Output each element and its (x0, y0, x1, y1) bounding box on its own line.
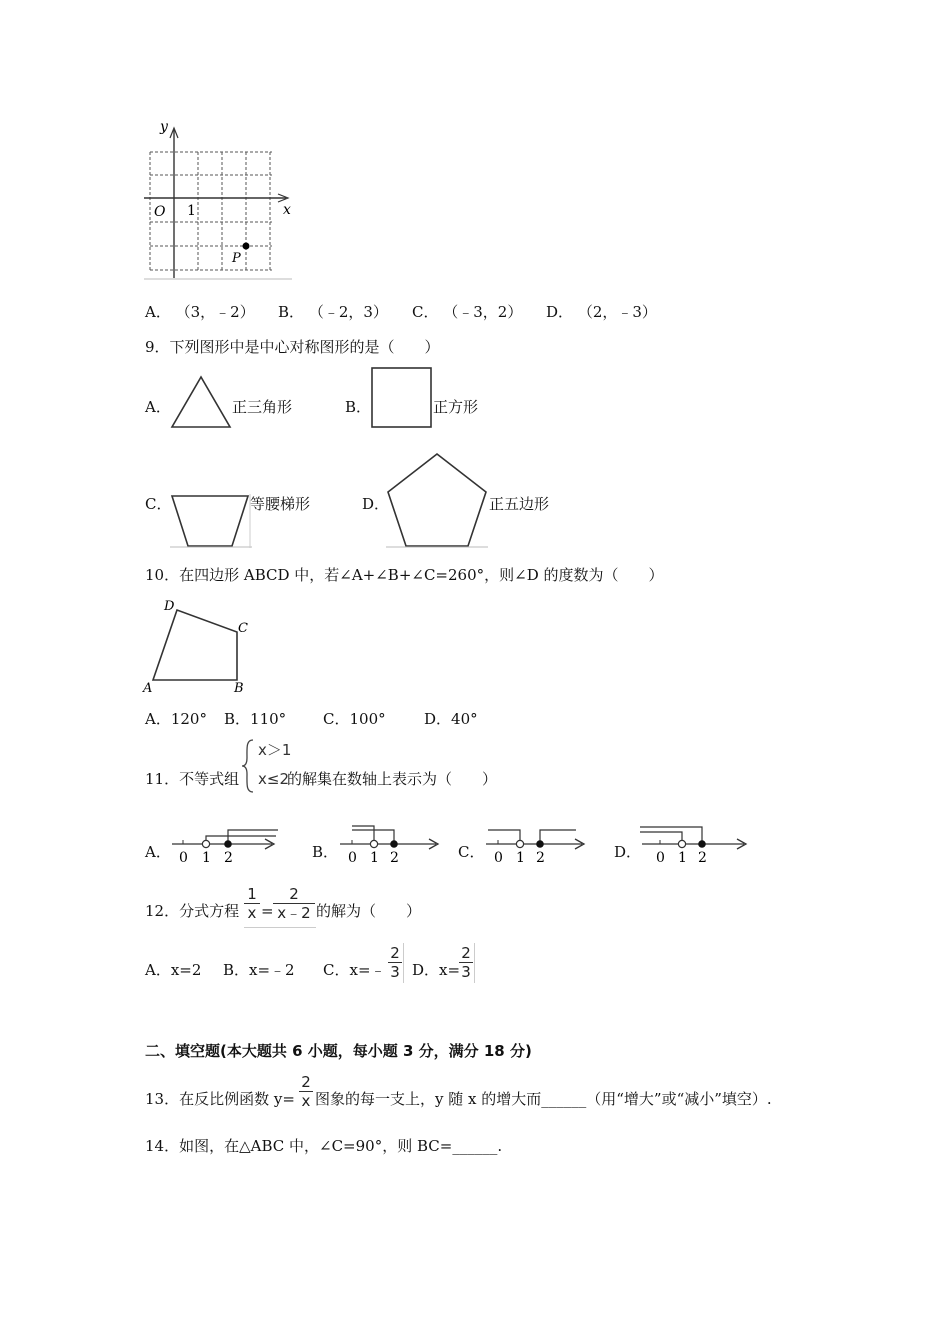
point-p (243, 243, 250, 250)
q11-inequality-2: x≤2 (258, 770, 289, 788)
svg-text:1: 1 (202, 850, 211, 866)
q10-option-a: A．120° (145, 710, 207, 728)
q12-option-c: C．x=﹣ (323, 961, 386, 979)
q10-option-d: D．40° (424, 710, 478, 728)
q9-option-a-label: 正三角形 (232, 398, 293, 416)
origin-label: O (154, 204, 166, 220)
svg-text:2: 2 (390, 850, 399, 866)
svg-text:2: 2 (536, 850, 545, 866)
q9-option-c-label: 等腰梯形 (250, 495, 311, 513)
q8-option-c: C． （﹣3，2） (412, 303, 523, 321)
q9-option-b-letter: B． (345, 398, 372, 416)
svg-text:1: 1 (370, 850, 379, 866)
svg-text:2: 2 (698, 850, 707, 866)
svg-text:1: 1 (516, 850, 525, 866)
q12-suffix: 的解为（ ） (316, 902, 422, 920)
svg-text:0: 0 (179, 850, 188, 866)
q9-option-b-label: 正方形 (433, 398, 479, 416)
q12-option-c-edge (403, 943, 404, 983)
q11-suffix: 的解集在数轴上表示为（ ） (287, 770, 498, 788)
q11-option-c-letter: C． (458, 843, 485, 861)
q13-fraction: $\frac{2}{x}$ (299, 1073, 313, 1110)
q12-option-a: A．x=2 (145, 961, 202, 979)
brace-icon (240, 738, 256, 794)
q10-option-c: C．100° (323, 710, 386, 728)
q12-lhs-fraction: $\frac{1}{x}$ (244, 885, 260, 922)
square-figure (370, 366, 434, 430)
q12-prefix: 12．分式方程 (145, 902, 240, 920)
q8-option-d: D． （2，﹣3） (546, 303, 657, 321)
vertex-b-label: B (234, 681, 244, 696)
svg-text:2: 2 (224, 850, 233, 866)
q8-option-b: B． （﹣2，3） (278, 303, 388, 321)
q9-option-d-letter: D． (362, 495, 390, 513)
q9-option-c-letter: C． (145, 495, 172, 513)
y-axis-label: y (160, 119, 168, 135)
q9-option-a-letter: A． (145, 398, 171, 416)
svg-text:0: 0 (348, 850, 357, 866)
q11-prefix: 11．不等式组 (145, 770, 240, 788)
q10-question: 10．在四边形 ABCD 中，若∠A+∠B+∠C=260°，则∠D 的度数为（ ） (145, 566, 664, 584)
q9-option-d-label: 正五边形 (489, 495, 550, 513)
isosceles-trapezoid-figure (168, 490, 254, 550)
q8-coordinate-grid (140, 118, 300, 283)
svg-text:1: 1 (678, 850, 687, 866)
svg-text:0: 0 (656, 850, 665, 866)
q12-option-d: D．x= (412, 961, 461, 979)
q12-rhs-fraction: $\frac{2}{x﹣2}$ (273, 885, 315, 922)
vertex-a-label: A (143, 681, 153, 696)
q13-suffix: 图象的每一支上，y 随 x 的增大而______（用“增大”或“减小”填空）. (315, 1090, 772, 1108)
number-line-option-b (336, 824, 442, 868)
q12-option-b: B．x=﹣2 (223, 961, 295, 979)
point-p-label: P (232, 251, 241, 266)
number-line-option-c (482, 824, 588, 868)
unit-label: 1 (187, 203, 196, 219)
regular-pentagon-figure (384, 450, 490, 550)
equilateral-triangle-figure (168, 372, 234, 430)
q12-option-d-edge (474, 943, 475, 983)
x-axis-label: x (283, 202, 291, 218)
q11-option-d-letter: D． (614, 843, 642, 861)
quadrilateral-abcd-figure (140, 596, 260, 700)
vertex-c-label: C (238, 621, 248, 636)
q12-equals: = (261, 902, 274, 920)
q14-question: 14．如图，在△ABC 中，∠C=90°，则 BC=______. (145, 1137, 503, 1155)
q8-option-a: A． （3，﹣2） (145, 303, 255, 321)
q12-option-c-fraction: $\frac{2}{3}$ (388, 944, 402, 981)
number-line-option-a (168, 824, 282, 868)
q12-option-d-fraction: $\frac{2}{3}$ (459, 944, 473, 981)
section-2-title: 二、填空题(本大题共 6 小题，每小题 3 分，满分 18 分) (145, 1042, 532, 1060)
vertex-d-label: D (164, 599, 175, 614)
q11-option-a-letter: A． (145, 843, 171, 861)
q12-underline (244, 927, 316, 928)
q11-inequality-1: x＞1 (258, 741, 292, 759)
q11-option-b-letter: B． (312, 843, 339, 861)
number-line-option-d (638, 824, 750, 868)
q10-option-b: B．110° (224, 710, 287, 728)
svg-text:0: 0 (494, 850, 503, 866)
q9-question: 9．下列图形中是中心对称图形的是（ ） (145, 338, 440, 356)
q13-prefix: 13．在反比例函数 y= (145, 1090, 295, 1108)
